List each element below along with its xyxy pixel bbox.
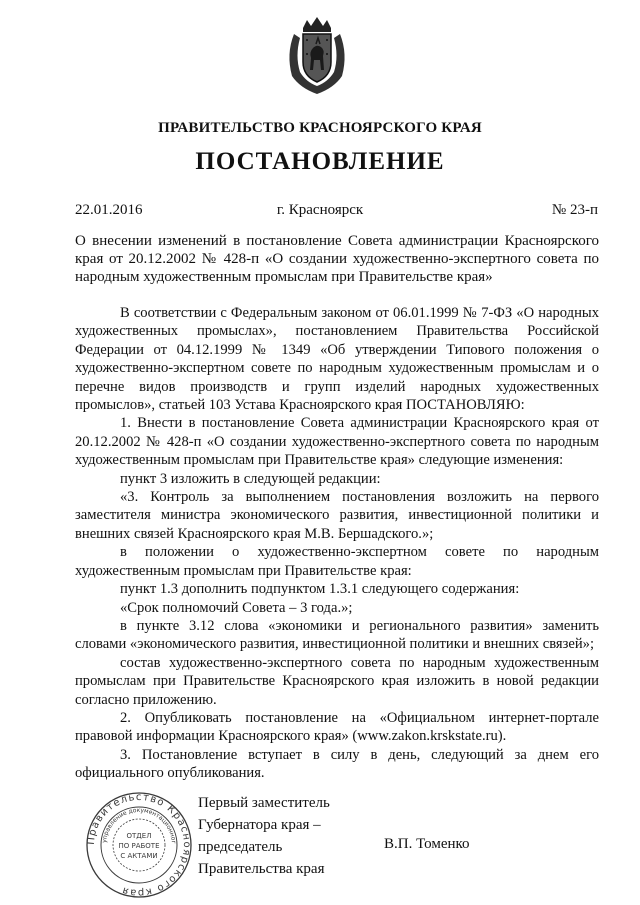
seal-inner-text: управление документационног [101,806,178,845]
paragraph-change-4: в пункте 3.12 слова «экономики и регионального развития» заменить словами «экономического развития, инвестиционной политики и внешних связей»; [75,617,599,653]
paragraph-item-2: 2. Опубликовать постановление на «Официальном интернет-портале правовой информации Красноярского края» (www.zakon.krskstate.ru). [75,709,599,745]
signatory-position [198,792,330,880]
paragraph-item-1: 1. Внести в постановление Совета администрации Красноярского края от 20.12.2002 № 428-п «О создании художественно-экспертного совета по народным художественным промыслам при Правительстве края» следующие изменения: [75,415,599,469]
paragraph-quote-term: «Срок полномочий Совета – 3 года.»; [120,599,353,616]
coat-of-arms-icon [276,14,358,96]
document-body [75,304,599,783]
seal-center-line-2: ПО РАБОТЕ [118,842,160,850]
government-name: ПРАВИТЕЛЬСТВО КРАСНОЯРСКОГО КРАЯ [158,120,482,136]
document-date: 22.01.2016 [75,202,143,218]
document-subject: О внесении изменений в постановление Совета администрации Красноярского края от 20.12.2002 № 428-п «О создании художественно-экспертного совета по народным художественным промыслам при Правительстве края» [75,233,599,285]
paragraph-change-1: пункт 3 изложить в следующей редакции: [120,470,381,487]
signatory-position-line-4: Правительства края [198,861,325,877]
signatory-position-line-2: Губернатора края – [198,817,321,833]
paragraph-quote-3: «3. Контроль за выполнением постановления возложить на первого заместителя министра экономического развития, инвестиционной политики и внешних связей Красноярского края М.В. Бершадского.»; [75,489,599,542]
paragraph-change-5: состав художественно-экспертного совета по народным художественным промыслам при Правительстве Красноярского края изложить в новой редакции согласно приложению. [75,654,599,708]
seal-center-line-1: ОТДЕЛ [126,832,152,840]
signatory-position-line-1: Первый заместитель [198,795,330,811]
document-number: № 23-п [551,202,598,218]
signature-block [0,790,640,900]
signatory-name: В.П. Томенко [384,836,470,852]
paragraph-change-3: пункт 1.3 дополнить подпунктом 1.3.1 следующего содержания: [120,581,520,598]
paragraph-item-3: 3. Постановление вступает в силу в день, следующий за днем его официального опубликования. [75,746,599,782]
paragraph-change-2: в положении о художественно-экспертном совете по народным художественным промыслам при Правительстве края: [75,544,599,579]
document-title: ПОСТАНОВЛЕНИЕ [195,148,445,175]
paragraph-preamble: В соответствии с Федеральным законом от 06.01.1999 № 7-ФЗ «О народных художественных промыслах», постановлением Правительства Российской Федерации от 04.12.1999 № 1349 «Об утверждении Типового положения о художественно-экспертном совете по народным художественным промыслам и о перечне видов производств и групп изделий народных художественных промыслов», статьей 103 Устава Красноярского края ПОСТАНОВЛЯЮ: [75,305,599,414]
seal-outer-text: Правительство Красноярского края [85,791,193,899]
signatory-position-line-3: председатель [198,839,283,855]
document-city: г. Красноярск [276,202,364,218]
seal-center-line-3: С АКТАМИ [120,852,158,860]
seal-stamp [80,790,198,900]
